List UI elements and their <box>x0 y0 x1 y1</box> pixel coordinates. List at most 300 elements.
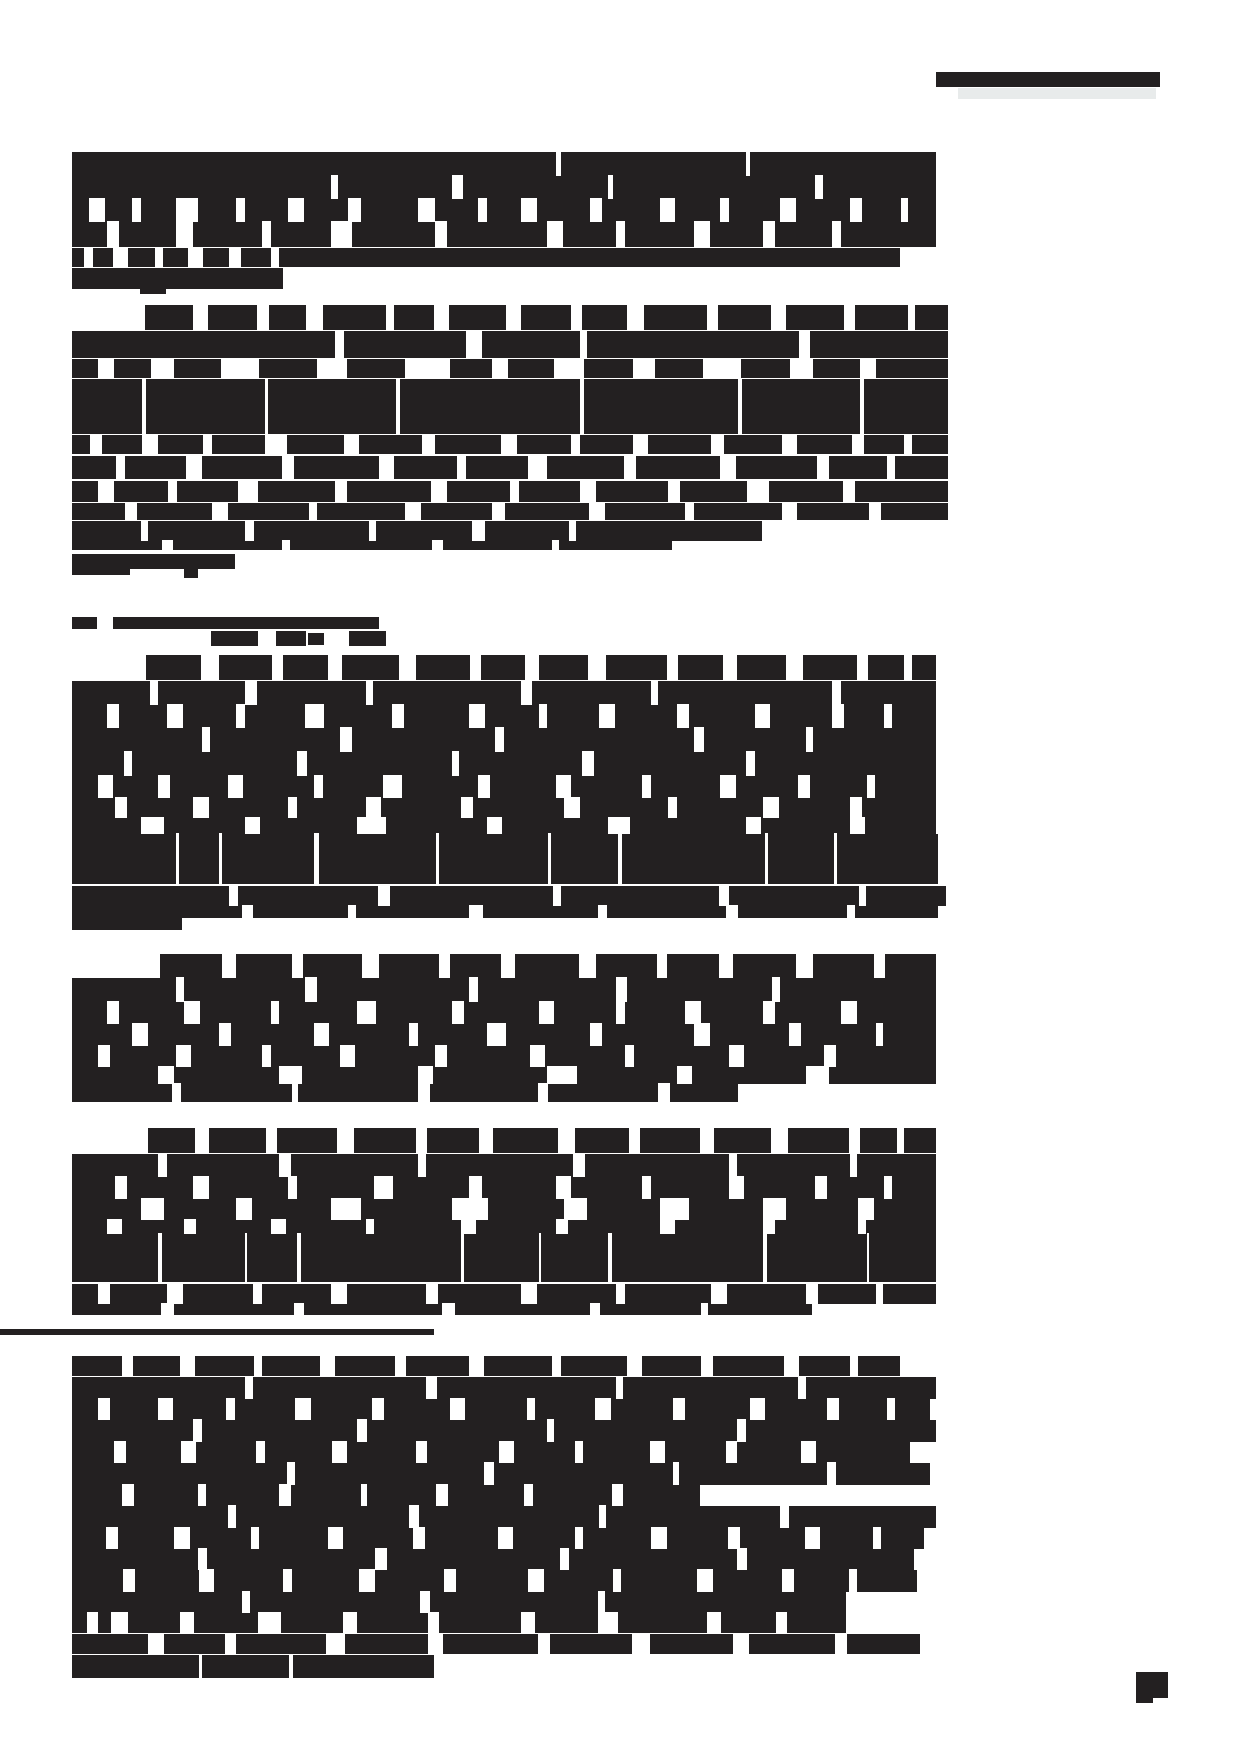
redaction-gap <box>552 1355 560 1377</box>
redaction-gap <box>168 480 177 503</box>
redaction-gap <box>158 1398 173 1421</box>
redaction-gap <box>590 1023 602 1047</box>
p4-line5 <box>72 1046 936 1067</box>
redaction-gap <box>633 434 649 455</box>
p5-line7 <box>72 1304 812 1315</box>
redaction-gap <box>685 1001 701 1025</box>
redaction-gap <box>580 378 584 435</box>
p2-line7 <box>72 481 948 502</box>
redaction-gap <box>841 1001 857 1025</box>
redaction-gap <box>876 1283 884 1305</box>
redaction-gap <box>439 953 450 979</box>
redaction-gap <box>720 198 729 223</box>
p4-line6 <box>72 1067 936 1084</box>
redaction-gap <box>780 1505 789 1529</box>
redaction-gap <box>668 797 677 819</box>
p5-line6 <box>72 1284 936 1304</box>
p3-line5 <box>72 752 936 776</box>
redaction-gap <box>701 1303 708 1316</box>
redaction-gap <box>98 1283 110 1305</box>
redaction-gap <box>784 1355 799 1377</box>
redaction-gap <box>556 775 572 799</box>
redaction-gap <box>548 833 551 885</box>
redaction-gap <box>116 455 125 480</box>
redaction-gap <box>835 1633 847 1655</box>
redaction-gap <box>616 1376 623 1400</box>
redaction-gap <box>428 1612 439 1634</box>
p3-line6 <box>72 776 936 798</box>
redaction-gap <box>658 1083 670 1103</box>
redaction-gap <box>155 247 163 268</box>
redaction-gap <box>219 1023 231 1047</box>
redaction-gap <box>772 977 781 1003</box>
redaction-gap <box>436 1484 447 1507</box>
redaction-gap <box>782 1569 794 1593</box>
redaction-gap <box>521 680 531 706</box>
redaction-gap <box>746 751 755 777</box>
redaction-gap <box>379 455 395 480</box>
fn-line12 <box>72 1592 846 1613</box>
redaction-gap <box>98 480 114 503</box>
redaction-gap <box>265 378 269 435</box>
redaction-gap <box>452 751 459 777</box>
redaction-gap <box>901 198 908 223</box>
redaction-gap <box>827 1398 839 1421</box>
redaction-gap <box>729 1153 738 1178</box>
redaction-gap <box>262 1045 271 1068</box>
redaction-gap <box>409 1505 419 1529</box>
redaction-gap <box>711 1283 727 1305</box>
p2-line8 <box>72 503 948 520</box>
redaction-gap <box>225 1633 237 1655</box>
redaction-gap <box>297 1233 301 1283</box>
redaction-gap <box>817 455 829 480</box>
redaction-gap <box>348 198 360 223</box>
p2-line10 <box>72 541 672 550</box>
redaction-gap <box>694 727 704 753</box>
redaction-gap <box>265 434 288 455</box>
redaction-gap <box>720 775 736 799</box>
redaction-gap <box>198 1484 207 1507</box>
redaction-gap <box>707 1612 721 1634</box>
redaction-gap <box>469 1355 484 1377</box>
redaction-gap <box>107 1219 123 1235</box>
redaction-gap <box>162 540 173 551</box>
p2-line1 <box>145 305 948 330</box>
redaction-gap <box>569 520 576 542</box>
redaction-gap <box>219 833 222 885</box>
redaction-gap <box>123 1569 135 1593</box>
heading-number <box>72 617 97 629</box>
redaction-gap <box>409 1023 418 1047</box>
redaction-gap <box>857 654 868 681</box>
redaction-gap <box>272 654 283 681</box>
redaction-gap <box>827 1462 836 1486</box>
redaction-gap <box>444 1569 456 1593</box>
redaction-gap <box>305 977 317 1003</box>
redaction-gap <box>262 221 271 248</box>
redaction-gap <box>571 434 580 455</box>
corner-mark-upper <box>1152 1672 1168 1698</box>
redaction-gap <box>469 1176 481 1200</box>
p3-line9 <box>72 886 946 906</box>
redaction-gap <box>236 198 245 223</box>
classification-bar-ghost <box>958 88 1156 99</box>
redaction-gap <box>499 1441 514 1464</box>
redaction-gap <box>642 775 651 799</box>
redaction-gap <box>245 1233 248 1283</box>
redaction-gap <box>694 1023 710 1047</box>
fn-line8 <box>72 1506 936 1528</box>
redaction-gap <box>242 905 253 919</box>
redaction-gap <box>728 1527 740 1550</box>
redaction-gap <box>111 1612 128 1634</box>
redaction-gap <box>801 1441 816 1464</box>
redaction-gap <box>124 751 133 777</box>
redaction-gap <box>357 1001 376 1025</box>
p5-line1 <box>148 1128 936 1153</box>
p3-line10-strip <box>182 906 938 918</box>
redaction-gap <box>694 221 710 248</box>
redaction-gap <box>805 1527 820 1550</box>
redaction-gap <box>466 330 482 359</box>
redaction-gap <box>733 1633 748 1655</box>
redaction-gap <box>685 502 694 521</box>
p3-line3 <box>72 705 936 728</box>
p4-line1 <box>160 954 936 978</box>
redaction-gap <box>599 704 615 729</box>
redaction-gap <box>288 1176 297 1200</box>
redaction-gap <box>525 654 539 681</box>
redaction-gap <box>660 1198 689 1221</box>
redaction-gap <box>556 1176 572 1200</box>
heading-bar <box>113 617 379 629</box>
redaction-gap <box>580 480 596 503</box>
redaction-gap <box>498 1527 513 1550</box>
redaction-gap <box>796 953 813 979</box>
redaction-gap <box>904 654 911 681</box>
p5-line3 <box>72 1177 936 1199</box>
redaction-gap <box>328 1527 343 1550</box>
redaction-gap <box>867 1233 870 1283</box>
redaction-gap <box>668 480 680 503</box>
p5-thick-band <box>72 1234 936 1282</box>
redaction-gap <box>288 198 304 223</box>
redaction-gap <box>510 480 519 503</box>
p1-line5 <box>72 248 900 267</box>
redaction-gap <box>141 1198 163 1221</box>
redaction-gap <box>780 198 796 223</box>
redaction-gap <box>271 247 279 268</box>
redaction-gap <box>242 1591 250 1614</box>
redaction-gap <box>383 775 402 799</box>
redaction-gap <box>746 817 762 835</box>
redaction-gap <box>418 1153 427 1178</box>
redaction-gap <box>703 358 742 379</box>
redaction-gap <box>707 304 718 331</box>
redaction-gap <box>564 1198 586 1221</box>
redaction-gap <box>141 520 148 542</box>
redaction-gap <box>632 1633 651 1655</box>
redaction-gap <box>331 1198 360 1221</box>
redaction-gap <box>580 330 587 359</box>
fn-line9 <box>72 1528 924 1549</box>
redaction-gap <box>236 704 245 729</box>
p2-line9 <box>72 521 762 541</box>
redaction-gap <box>554 358 584 379</box>
redaction-gap <box>832 221 841 248</box>
redaction-gap <box>369 520 376 542</box>
redaction-gap <box>254 1355 262 1377</box>
redaction-gap <box>560 1548 568 1571</box>
redaction-gap <box>719 953 733 979</box>
redaction-gap <box>858 1198 874 1221</box>
redaction-gap <box>212 502 228 521</box>
redaction-gap <box>700 1127 714 1154</box>
heading-dash-4 <box>349 631 386 646</box>
redaction-gap <box>723 654 737 681</box>
redaction-gap <box>420 1591 429 1614</box>
redaction-gap <box>850 797 862 819</box>
redaction-gap <box>158 1153 167 1178</box>
fn-line14 <box>72 1634 920 1654</box>
redaction-gap <box>297 751 307 777</box>
fn-line3 <box>72 1399 930 1420</box>
redaction-gap <box>627 1355 642 1377</box>
redaction-gap <box>245 680 257 706</box>
p1-line6-descender <box>140 289 166 294</box>
redaction-gap <box>677 704 689 729</box>
redaction-gap <box>469 704 485 729</box>
redaction-gap <box>815 175 823 200</box>
redaction-gap <box>521 198 537 223</box>
redaction-gap <box>452 175 462 200</box>
redaction-gap <box>651 680 658 706</box>
redaction-gap <box>657 953 668 979</box>
redaction-gap <box>556 1219 568 1235</box>
redaction-gap <box>337 1127 354 1154</box>
redaction-gap <box>789 1023 801 1047</box>
redaction-gap <box>193 1419 202 1443</box>
redaction-gap <box>434 304 448 331</box>
redaction-gap <box>90 434 102 455</box>
p5-line2 <box>72 1154 936 1177</box>
redaction-gap <box>435 221 447 248</box>
redaction-gap <box>426 1283 438 1305</box>
redaction-gap <box>328 654 342 681</box>
redaction-gap <box>271 1001 280 1025</box>
fn-line11 <box>72 1570 917 1592</box>
redaction-gap <box>484 1462 494 1486</box>
redaction-gap <box>618 833 622 885</box>
redaction-gap <box>199 1569 214 1593</box>
redaction-gap <box>771 1127 788 1154</box>
redaction-gap <box>492 502 504 521</box>
redaction-gap <box>461 1233 464 1283</box>
redaction-gap <box>608 1233 612 1283</box>
redaction-gap <box>436 833 439 885</box>
redaction-gap <box>386 304 394 331</box>
heading-dash-2 <box>276 631 306 646</box>
redaction-gap <box>266 1127 277 1154</box>
redaction-gap <box>598 1591 604 1614</box>
redaction-gap <box>553 885 562 907</box>
p2-line5 <box>72 435 948 454</box>
redaction-gap <box>873 1527 881 1550</box>
p2-line3 <box>72 359 948 378</box>
redaction-gap <box>538 1083 547 1103</box>
redaction-gap <box>193 797 209 819</box>
redaction-gap <box>832 704 844 729</box>
redaction-gap <box>228 775 244 799</box>
heading-dash-3 <box>308 633 324 645</box>
redaction-gap <box>765 833 768 885</box>
redaction-gap <box>289 1654 293 1679</box>
redaction-gap <box>642 1176 651 1200</box>
redaction-gap <box>763 221 775 248</box>
redaction-gap <box>180 1612 194 1634</box>
redaction-gap <box>579 953 596 979</box>
redaction-gap <box>697 1569 712 1593</box>
redaction-gap <box>366 797 382 819</box>
redaction-gap <box>236 1198 252 1221</box>
redaction-gap <box>539 1001 555 1025</box>
p4-line4 <box>72 1024 936 1046</box>
redaction-gap <box>815 1176 827 1200</box>
redaction-gap <box>798 1376 807 1400</box>
redaction-gap <box>450 1398 465 1421</box>
redaction-gap <box>122 1484 133 1507</box>
redaction-gap <box>874 953 885 979</box>
redaction-gap <box>416 1441 428 1464</box>
redaction-gap <box>558 1127 575 1154</box>
redaction-gap <box>256 1441 264 1464</box>
redaction-gap <box>279 1153 291 1178</box>
redaction-gap <box>245 817 261 835</box>
redaction-gap <box>677 1066 693 1085</box>
redaction-gap <box>738 378 742 435</box>
redaction-gap <box>181 1441 196 1464</box>
redaction-gap <box>452 1198 488 1221</box>
redaction-gap <box>876 1023 884 1047</box>
redaction-gap <box>487 817 503 835</box>
redaction-gap <box>188 247 203 268</box>
redaction-gap <box>832 680 841 706</box>
redaction-gap <box>375 1548 387 1571</box>
redaction-gap <box>251 1527 260 1550</box>
p1-line1 <box>72 152 936 176</box>
redaction-gap <box>858 1219 866 1235</box>
redaction-gap <box>361 1484 367 1507</box>
redaction-gap <box>589 502 605 521</box>
redaction-gap <box>571 304 582 331</box>
redaction-gap <box>524 1484 533 1507</box>
p3-line1 <box>146 655 936 680</box>
redaction-gap <box>629 1127 640 1154</box>
redaction-gap <box>625 1045 634 1068</box>
redaction-gap <box>595 1398 610 1421</box>
redaction-gap <box>627 304 645 331</box>
redaction-gap <box>372 1398 384 1421</box>
redaction-gap <box>539 704 548 729</box>
redaction-gap <box>314 833 318 885</box>
redaction-gap <box>161 1303 174 1316</box>
redaction-gap <box>186 455 202 480</box>
redaction-gap <box>199 1654 202 1679</box>
redaction-gap <box>98 1398 110 1421</box>
redaction-gap <box>720 455 736 480</box>
fn-line10 <box>72 1549 914 1570</box>
fn-line1 <box>72 1356 900 1376</box>
redaction-gap <box>226 1398 235 1421</box>
redaction-gap <box>399 654 416 681</box>
fn-line2 <box>72 1377 936 1399</box>
redaction-gap <box>867 775 875 799</box>
redaction-gap <box>798 775 810 799</box>
redaction-gap <box>195 1127 209 1154</box>
redaction-gap <box>282 455 294 480</box>
redaction-gap <box>87 1612 98 1634</box>
redaction-gap <box>172 1083 181 1103</box>
redaction-gap <box>850 198 862 223</box>
redaction-gap <box>98 1045 110 1068</box>
redaction-gap <box>908 304 915 331</box>
redaction-gap <box>114 1441 126 1464</box>
p1-line6 <box>72 268 283 289</box>
redaction-gap <box>521 1283 537 1305</box>
redaction-gap <box>418 1083 430 1103</box>
redaction-gap <box>547 1419 554 1443</box>
p5-line5 <box>72 1220 936 1234</box>
redaction-gap <box>552 540 559 551</box>
redaction-gap <box>294 1303 304 1316</box>
redaction-gap <box>314 1023 330 1047</box>
footnote-rule <box>0 1329 434 1335</box>
redaction-gap <box>575 1527 584 1550</box>
fn-line13 <box>72 1613 846 1633</box>
redaction-gap <box>776 1612 787 1634</box>
redaction-gap <box>142 434 158 455</box>
redaction-gap <box>229 247 241 268</box>
redaction-gap <box>771 304 785 331</box>
p4-line2 <box>72 978 936 1002</box>
redaction-gap <box>332 1441 347 1464</box>
redaction-gap <box>98 358 114 379</box>
redaction-gap <box>229 885 238 907</box>
redaction-gap <box>806 1066 828 1085</box>
redaction-gap <box>158 1233 161 1283</box>
redaction-gap <box>395 1355 407 1377</box>
redaction-gap <box>528 455 547 480</box>
redaction-gap <box>624 455 636 480</box>
redaction-gap <box>737 1548 747 1571</box>
redaction-gap <box>852 434 864 455</box>
redaction-gap <box>667 654 678 681</box>
redaction-gap <box>478 775 490 799</box>
redaction-gap <box>279 1484 290 1507</box>
p5-line4 <box>72 1199 936 1220</box>
redaction-gap <box>222 953 236 979</box>
redaction-gap <box>598 905 607 919</box>
redaction-gap <box>834 833 837 885</box>
redaction-gap <box>431 480 447 503</box>
redaction-gap <box>258 1612 281 1634</box>
redaction-gap <box>201 654 218 681</box>
redaction-gap <box>501 953 515 979</box>
redaction-gap <box>115 1176 127 1200</box>
redaction-gap <box>238 480 257 503</box>
redaction-gap <box>897 1127 904 1154</box>
